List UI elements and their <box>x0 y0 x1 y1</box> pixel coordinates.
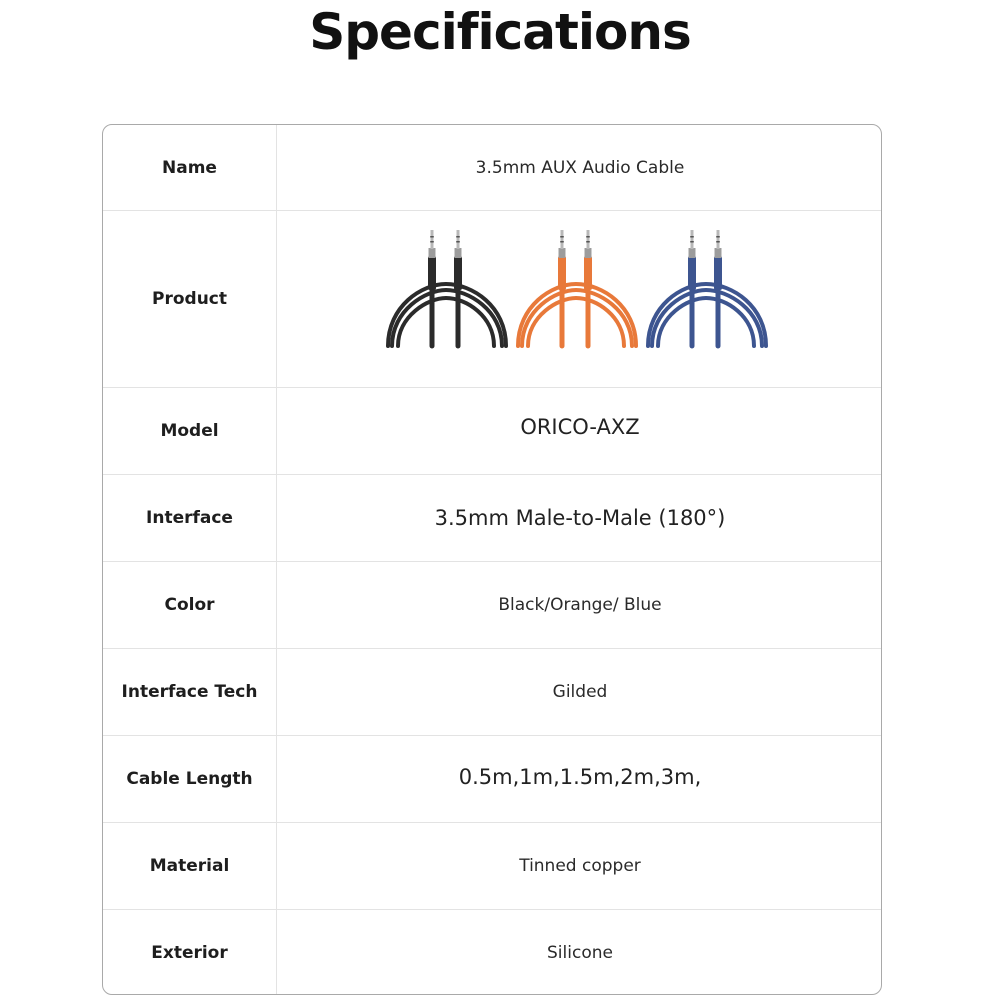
spec-row-cable-length <box>103 736 882 823</box>
spec-label: Color <box>164 595 215 615</box>
specifications-table <box>102 124 882 995</box>
spec-row-name <box>103 125 882 211</box>
blue-cable <box>648 230 766 346</box>
spec-value: 3.5mm AUX Audio Cable <box>475 157 685 178</box>
spec-row-exterior <box>103 910 882 995</box>
spec-row-interface <box>103 475 882 562</box>
spec-row-material <box>103 823 882 910</box>
spec-value: Gilded <box>552 682 608 702</box>
spec-label: Name <box>162 157 217 178</box>
spec-row-color <box>103 562 882 649</box>
spec-label: Interface Tech <box>121 682 258 702</box>
spec-row-product <box>103 211 882 388</box>
spec-row-interface-tech <box>103 649 882 736</box>
spec-label: Model <box>160 421 219 441</box>
black-cable <box>388 230 506 346</box>
product-cables-image <box>380 228 780 358</box>
spec-value: ORICO-AXZ <box>520 415 640 439</box>
spec-row-model <box>103 388 882 475</box>
spec-label: Product <box>152 289 227 309</box>
spec-value: 0.5m,1m,1.5m,2m,3m, <box>458 765 702 789</box>
spec-value: Black/Orange/ Blue <box>498 595 662 615</box>
spec-label: Material <box>149 856 230 876</box>
spec-value: Silicone <box>547 943 613 963</box>
page-title: Specifications <box>309 3 691 61</box>
spec-label: Interface <box>146 508 233 528</box>
orange-cable <box>518 230 636 346</box>
spec-value: Tinned copper <box>519 856 641 876</box>
spec-label: Exterior <box>151 943 228 963</box>
spec-value: 3.5mm Male-to-Male (180°) <box>434 506 726 530</box>
spec-label: Cable Length <box>126 769 253 789</box>
